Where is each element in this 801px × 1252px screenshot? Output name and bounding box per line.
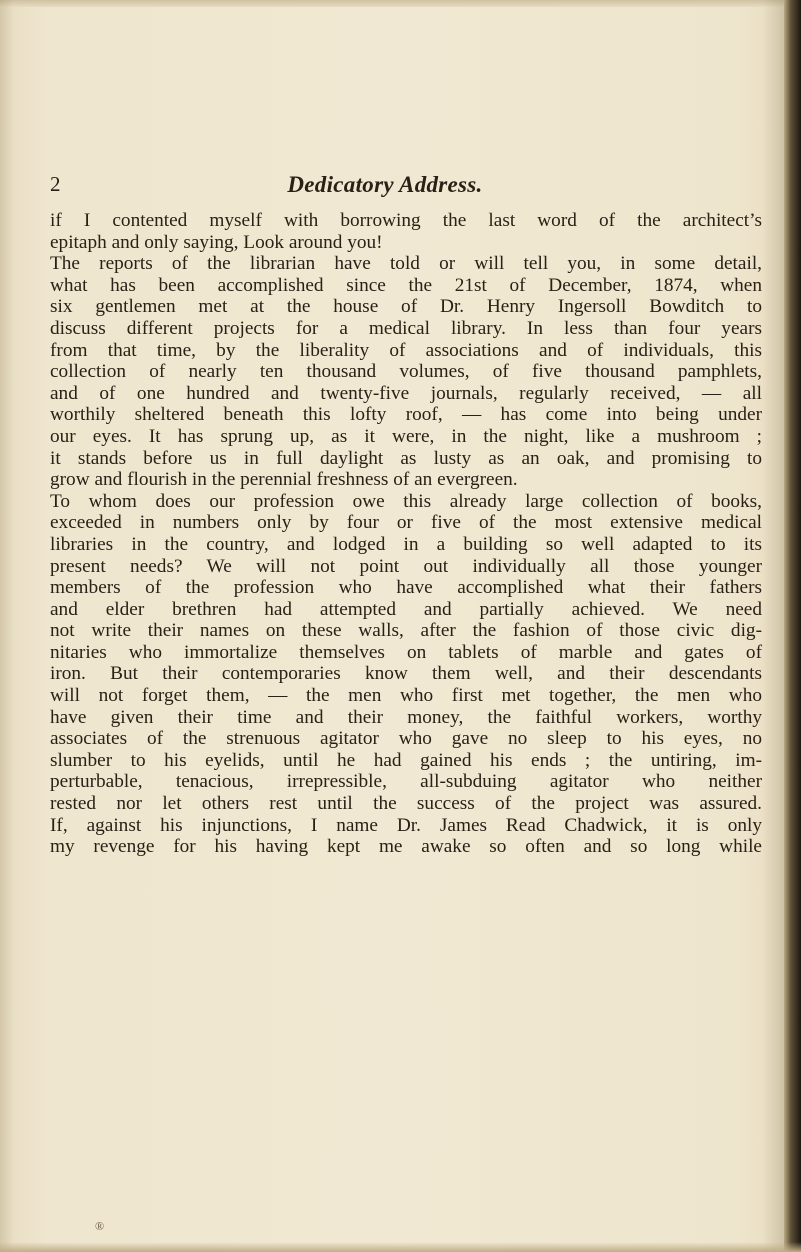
text-line: not write their names on these walls, after the fashion of those civic dig-	[50, 620, 762, 642]
text-line: libraries in the country, and lodged in a building so well adapted to its	[50, 533, 762, 555]
page-bottom-edge	[0, 1242, 801, 1252]
text-line: worthily sheltered beneath this lofty roof, — has come into being under	[50, 404, 762, 426]
text-line: what has been accomplished since the 21st of December, 1874, when	[50, 274, 762, 296]
text-line: collection of nearly ten thousand volumes, of five thousand pamphlets,	[50, 361, 762, 383]
library-stamp-mark: ®	[95, 1219, 105, 1233]
text-line: our eyes. It has sprung up, as it were, in the night, like a mushroom ;	[50, 425, 762, 447]
text-line: from that time, by the liberality of associations and of individuals, this	[50, 339, 762, 361]
text-line: and of one hundred and twenty-five journals, regularly received, — all	[50, 382, 762, 404]
text-line: will not forget them, — the men who first met together, the men who	[50, 685, 762, 707]
text-line: exceeded in numbers only by four or five of the most extensive medical	[50, 512, 762, 534]
text-line: iron. But their contemporaries know them well, and their descendants	[50, 663, 762, 685]
page-number: 2	[50, 172, 61, 196]
text-line: perturbable, tenacious, irrepressible, all-subduing agitator who neither	[50, 771, 762, 793]
text-line: To whom does our profession owe this already large collection of books,	[50, 490, 762, 512]
text-line: my revenge for his having kept me awake so often and so long while	[50, 836, 762, 858]
running-head	[0, 172, 801, 202]
text-line: six gentlemen met at the house of Dr. Henry Ingersoll Bowditch to	[50, 296, 762, 318]
text-line: discuss different projects for a medical library. In less than four years	[50, 317, 762, 339]
text-line: have given their time and their money, the faithful workers, worthy	[50, 706, 762, 728]
text-line: slumber to his eyelids, until he had gained his ends ; the untiring, im-	[50, 749, 762, 771]
running-head-title: Dedicatory Address.	[287, 172, 483, 197]
text-line: rested nor let others rest until the success of the project was assured.	[50, 793, 762, 815]
text-line: grow and flourish in the perennial freshness of an evergreen.	[50, 469, 518, 491]
body-text	[50, 210, 762, 858]
text-line: if I contented myself with borrowing the last word of the architect’s	[50, 210, 762, 231]
text-line: The reports of the librarian have told or will tell you, in some detail,	[50, 253, 762, 275]
text-line: associates of the strenuous agitator who gave no sleep to his eyes, no	[50, 728, 762, 750]
text-line: epitaph and only saying, Look around you!	[50, 231, 383, 253]
text-line: members of the profession who have accomplished what their fathers	[50, 577, 762, 599]
text-line: it stands before us in full daylight as lusty as an oak, and promising to	[50, 447, 762, 469]
text-line: and elder brethren had attempted and partially achieved. We need	[50, 598, 762, 620]
text-line: If, against his injunctions, I name Dr. James Read Chadwick, it is only	[50, 814, 762, 836]
text-line: nitaries who immortalize themselves on tablets of marble and gates of	[50, 641, 762, 663]
page-top-edge	[0, 0, 801, 7]
text-line: present needs? We will not point out individually all those younger	[50, 555, 762, 577]
